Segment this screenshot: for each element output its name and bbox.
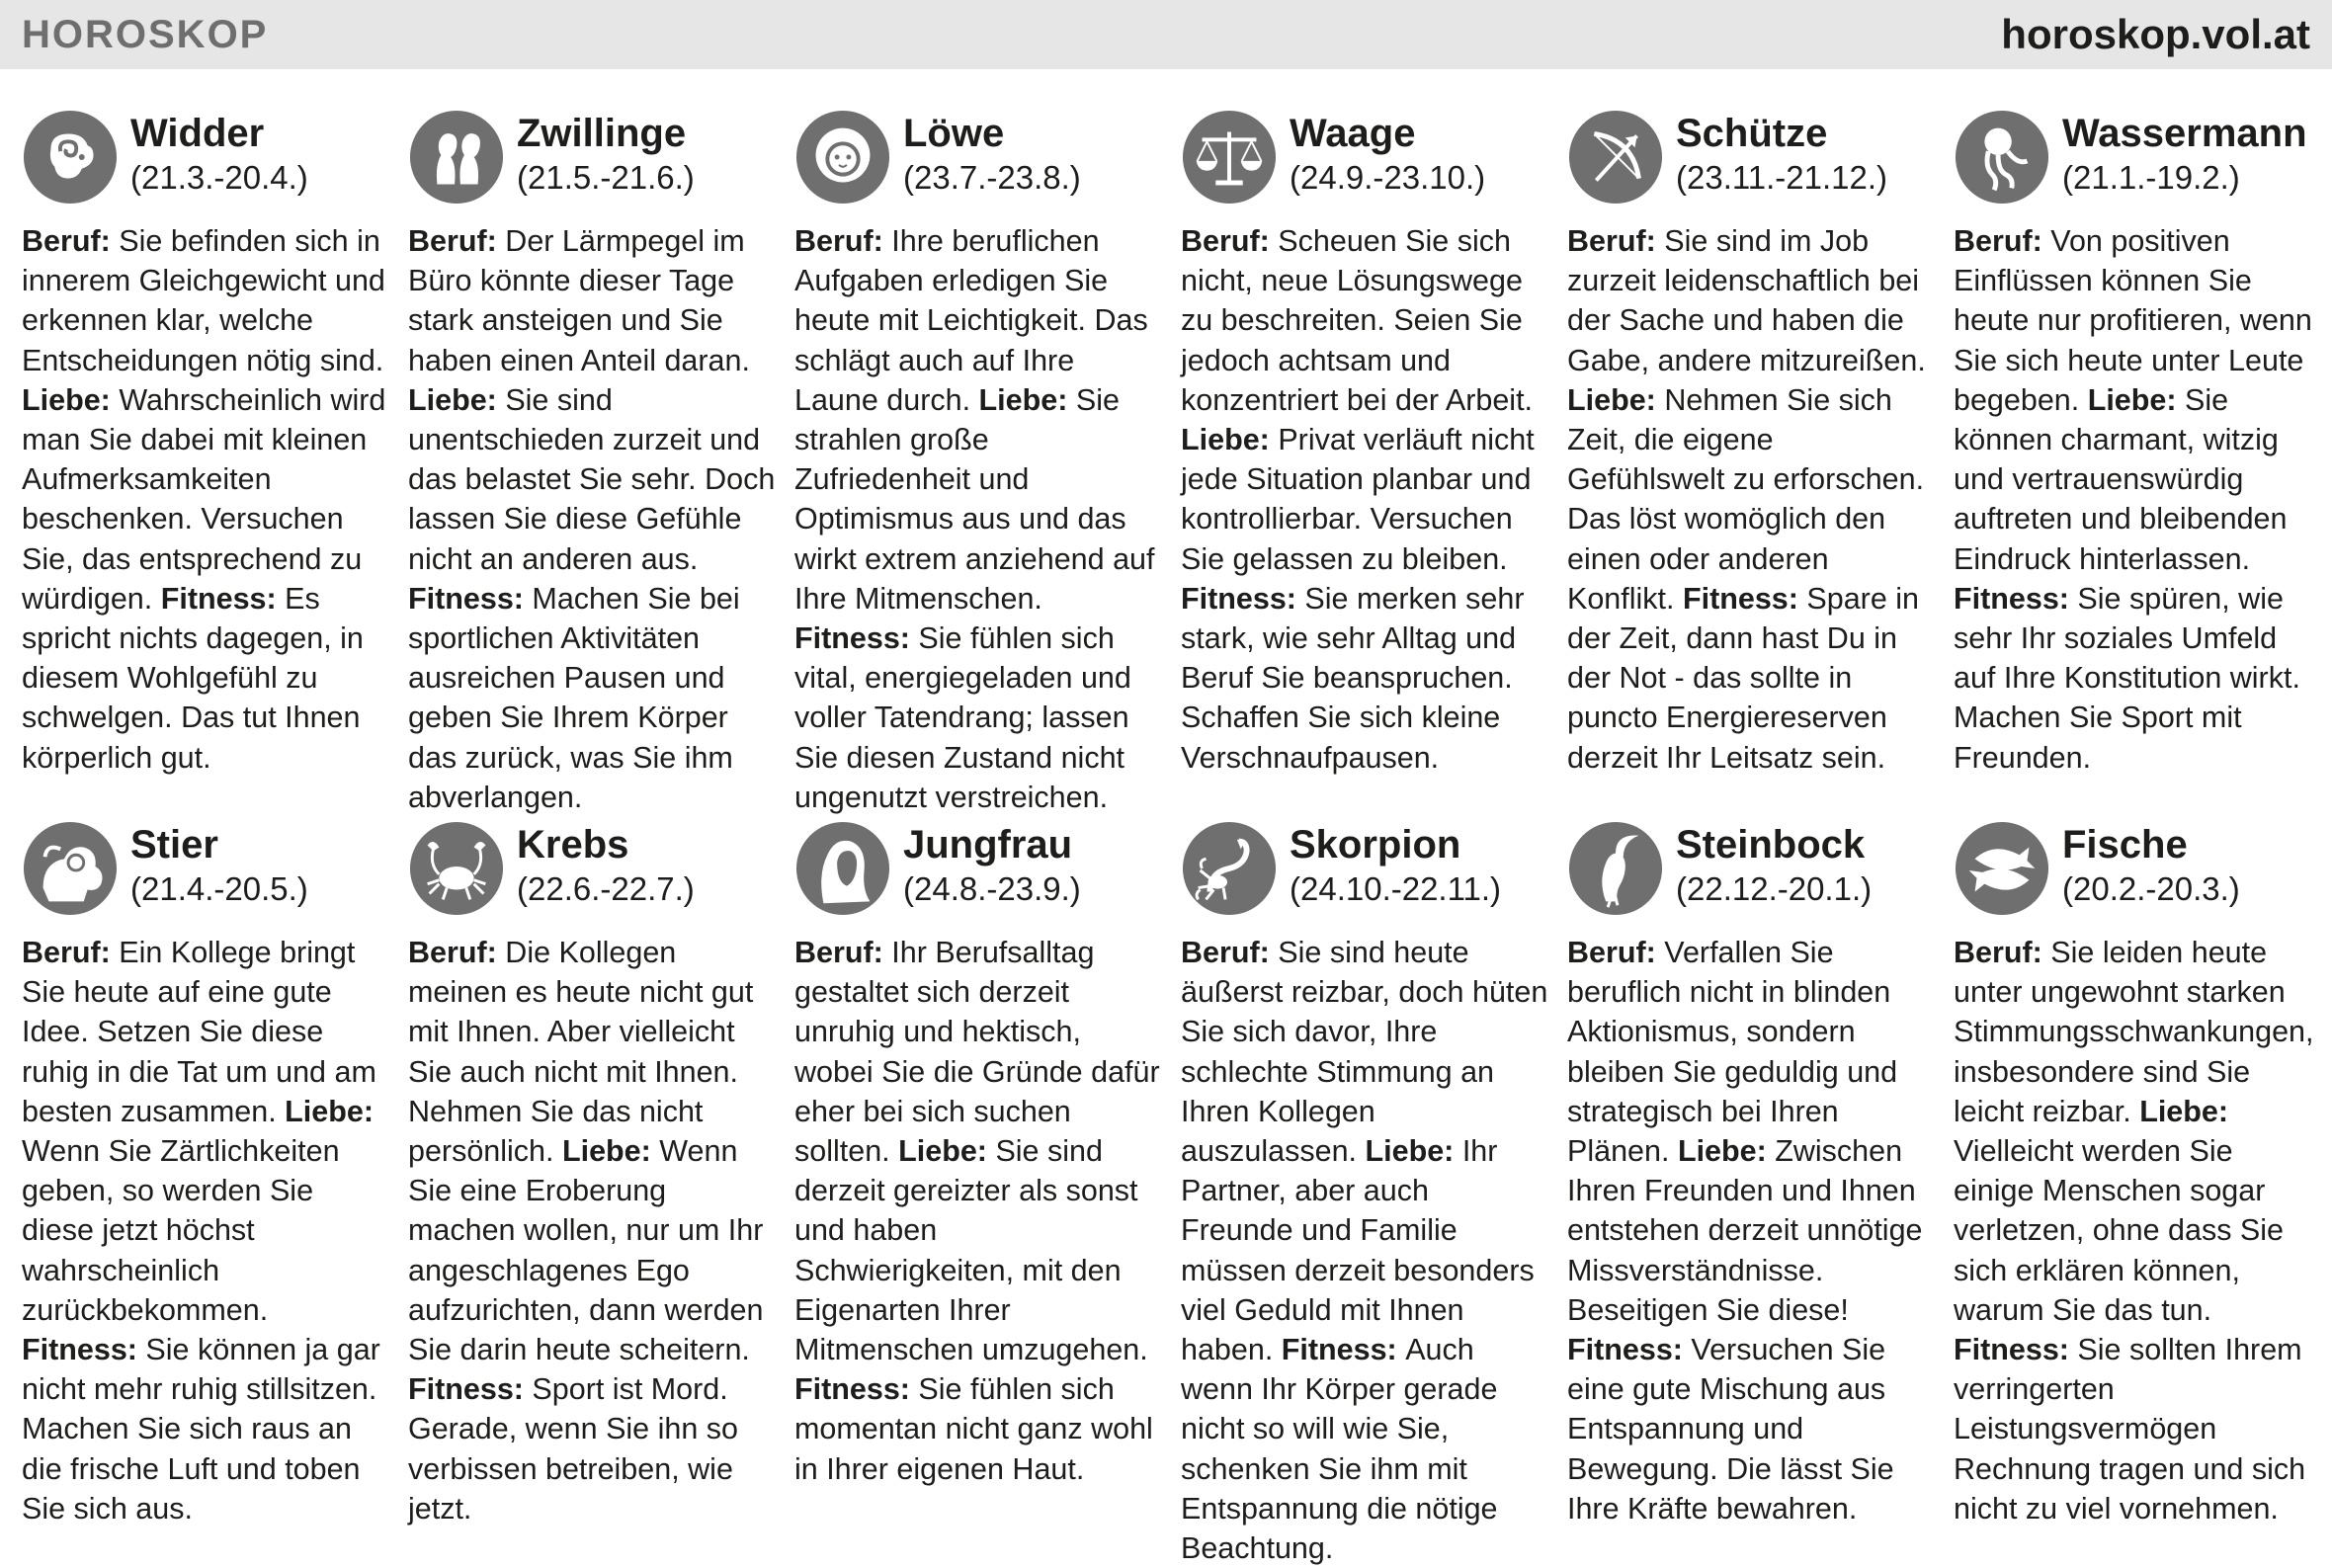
- sign-text: [22, 933, 389, 1528]
- fitness-label: Fitness:: [1954, 581, 2069, 616]
- sign-text: [794, 933, 1162, 1489]
- sign-dates: (21.5.-21.6.): [517, 159, 695, 196]
- beruf-text: Verfallen Sie beruflich nicht in blinden Aktionismus, sondern bleiben Sie geduldig und strategisch bei Ihren Plänen.: [1567, 936, 1898, 1169]
- liebe-label: Liebe:: [1677, 1134, 1767, 1169]
- beruf-text: Sie sind im Job zurzeit leidenschaftlich bei der Sache und haben die Gabe, andere mitzureißen.: [1567, 224, 1926, 377]
- liebe-text: Privat verläuft nicht jede Situation planbar und kontrollierbar. Versuchen Sie gelassen zu bleiben.: [1181, 423, 1535, 576]
- sign-dates: (24.9.-23.10.): [1290, 159, 1486, 196]
- beruf-label: Beruf:: [22, 224, 111, 258]
- beruf-label: Beruf:: [1567, 936, 1656, 969]
- fitness-label: Fitness:: [160, 581, 277, 616]
- sign-name: Waage: [1290, 112, 1416, 155]
- sign-card-zwillinge: [408, 103, 794, 814]
- beruf-label: Beruf:: [1181, 936, 1270, 969]
- sign-dates: (20.2.-20.3.): [2062, 870, 2240, 907]
- beruf-text: Sie sind heute äußerst reizbar, doch hüten Sie sich davor, Ihre schlechte Stimmung an Ihren Kollegen auszulassen.: [1181, 936, 1548, 1169]
- beruf-text: Sie befinden sich in innerem Gleichgewicht und erkennen klar, welche Entscheidungen nötig sind.: [22, 224, 385, 377]
- sign-card-jungfrau: [794, 814, 1181, 1496]
- fitness-text: Sie sollten Ihrem verringerten Leistungsvermögen Rechnung tragen und sich nicht zu viel vornehmen.: [1954, 1333, 2306, 1526]
- liebe-label: Liebe:: [285, 1094, 374, 1128]
- sign-dates: (21.4.-20.5.): [130, 870, 308, 907]
- libra-scales-icon: [1181, 109, 1278, 206]
- fitness-label: Fitness:: [1567, 1333, 1683, 1367]
- sign-dates: (21.3.-20.4.): [130, 159, 308, 196]
- sign-text: [408, 933, 776, 1528]
- fitness-label: Fitness:: [794, 621, 910, 656]
- liebe-label: Liebe:: [1365, 1134, 1455, 1169]
- fitness-label: Fitness:: [794, 1372, 910, 1407]
- sign-name: Stier: [130, 823, 218, 867]
- sign-dates: (22.6.-22.7.): [517, 870, 695, 907]
- liebe-text: Sie strahlen große Zufriedenheit und Optimismus aus und das wirkt extrem anziehend auf Ihre Mitmenschen.: [794, 382, 1155, 616]
- beruf-text: Die Kollegen meinen es heute nicht gut mit Ihnen. Aber vielleicht Sie auch nicht mit Ihnen. Nehmen Sie das nicht persönlich.: [408, 936, 754, 1169]
- fitness-text: Sie fühlen sich momentan nicht ganz wohl in Ihrer eigenen Haut.: [794, 1372, 1153, 1486]
- pisces-fish-icon: [1954, 820, 2050, 917]
- sign-text: [408, 221, 776, 817]
- liebe-text: Sie sind derzeit gereizter als sonst und haben Schwierigkeiten, mit den Eigenarten Ihrer Mitmenschen umzugehen.: [794, 1134, 1148, 1367]
- liebe-label: Liebe:: [22, 382, 111, 417]
- sign-dates: (22.12.-20.1.): [1676, 870, 1873, 907]
- sign-name: Schütze: [1676, 112, 1828, 155]
- cancer-crab-icon: [408, 820, 505, 917]
- sign-dates: (24.10.-22.11.): [1290, 870, 1502, 907]
- liebe-label: Liebe:: [978, 382, 1068, 417]
- liebe-label: Liebe:: [1181, 423, 1270, 457]
- scorpio-scorpion-icon: [1181, 820, 1278, 917]
- liebe-text: Sie können charmant, witzig und vertrauenswürdig auftreten und bleibenden Eindruck hinterlassen.: [1954, 382, 2288, 576]
- sign-card-stier: [22, 814, 408, 1526]
- fitness-text: Es spricht nichts dagegen, in diesem Wohlgefühl zu schwelgen. Das tut Ihnen körperlich gut.: [22, 581, 364, 775]
- fitness-label: Fitness:: [1181, 581, 1296, 616]
- beruf-text: Sie leiden heute unter ungewohnt starken Stimmungsschwankungen, insbesondere sind Sie leicht reizbar.: [1954, 936, 2314, 1128]
- beruf-text: Der Lärmpegel im Büro könnte dieser Tage stark ansteigen und Sie haben einen Anteil daran.: [408, 224, 750, 377]
- beruf-text: Ihre beruflichen Aufgaben erledigen Sie heute mit Leichtigkeit. Das schlägt auch auf Ihre Laune durch.: [794, 224, 1148, 417]
- leo-lion-icon: [794, 109, 891, 206]
- beruf-label: Beruf:: [794, 936, 883, 969]
- capricorn-goat-icon: [1567, 820, 1664, 917]
- beruf-label: Beruf:: [1954, 936, 2042, 969]
- sign-dates: (23.11.-21.12.): [1676, 159, 1888, 196]
- beruf-label: Beruf:: [408, 936, 497, 969]
- liebe-label: Liebe:: [898, 1134, 987, 1169]
- fitness-text: Auch wenn Ihr Körper gerade nicht so will wie Sie, schenken Sie ihm mit Entspannung die nötige Beachtung.: [1181, 1333, 1498, 1566]
- sign-text: [22, 221, 389, 778]
- beruf-label: Beruf:: [408, 224, 497, 258]
- liebe-text: Sie sind unentschieden zurzeit und das belastet Sie sehr. Doch lassen Sie diese Gefühle nicht an anderen aus.: [408, 382, 776, 576]
- sign-card-fische: [1954, 814, 2332, 1526]
- sagittarius-bow-icon: [1567, 109, 1664, 206]
- sign-name: Krebs: [517, 823, 629, 867]
- taurus-bull-icon: [22, 820, 119, 917]
- liebe-label: Liebe:: [561, 1134, 651, 1169]
- site-url: horoskop.vol.at: [2001, 11, 2310, 57]
- sign-card-loewe: [794, 103, 1181, 814]
- liebe-text: Ihr Partner, aber auch Freunde und Familie müssen derzeit besonders viel Geduld mit Ihnen haben.: [1181, 1134, 1535, 1367]
- beruf-label: Beruf:: [1181, 224, 1270, 258]
- fitness-text: Sie merken sehr stark, wie sehr Alltag und Beruf Sie beanspruchen. Schaffen Sie sich kleine Verschnaufpausen.: [1181, 581, 1525, 775]
- header-bar: [0, 0, 2332, 69]
- fitness-label: Fitness:: [408, 1372, 524, 1407]
- liebe-text: Zwischen Ihren Freunden und Ihnen entstehen derzeit unnötige Missverständnisse. Beseitigen Sie diese!: [1567, 1134, 1923, 1327]
- fitness-text: Sport ist Mord. Gerade, wenn Sie ihn so verbissen betreiben, wie jetzt.: [408, 1372, 739, 1526]
- sign-name: Jungfrau: [903, 823, 1073, 867]
- sign-text: [1181, 933, 1548, 1568]
- beruf-text: Scheuen Sie sich nicht, neue Lösungswege zu beschreiten. Seien Sie jedoch achtsam und konzentriert bei der Arbeit.: [1181, 224, 1534, 417]
- fitness-label: Fitness:: [22, 1333, 137, 1367]
- sign-card-waage: [1181, 103, 1567, 806]
- sign-text: [1181, 221, 1548, 778]
- sign-text: [794, 221, 1162, 817]
- sign-card-steinbock: [1567, 814, 1954, 1526]
- sign-text: [1954, 933, 2321, 1528]
- aries-ram-icon: [22, 109, 119, 206]
- sign-name: Zwillinge: [517, 112, 687, 155]
- sign-name: Fische: [2062, 823, 2188, 867]
- beruf-label: Beruf:: [1567, 224, 1656, 258]
- section-title: HOROSKOP: [22, 13, 269, 56]
- sign-card-schuetze: [1567, 103, 1954, 806]
- beruf-text: Von positiven Einflüssen können Sie heute nur profitieren, wenn Sie sich heute unter Leute begeben.: [1954, 224, 2312, 417]
- fitness-text: Sie können ja gar nicht mehr ruhig stillsitzen. Machen Sie sich raus an die frische Luft und toben Sie sich aus.: [22, 1333, 380, 1526]
- sign-name: Skorpion: [1290, 823, 1461, 867]
- sign-text: [1567, 933, 1935, 1528]
- fitness-label: Fitness:: [1682, 581, 1798, 616]
- gemini-twins-icon: [408, 109, 505, 206]
- liebe-text: Wenn Sie Zärtlichkeiten geben, so werden Sie diese jetzt höchst wahrscheinlich zurückbekommen.: [22, 1134, 340, 1327]
- sign-dates: (23.7.-23.8.): [903, 159, 1081, 196]
- sign-name: Widder: [130, 112, 265, 155]
- sign-text: [1954, 221, 2321, 778]
- fitness-label: Fitness:: [408, 581, 524, 616]
- sign-name: Wassermann: [2062, 112, 2307, 155]
- sign-name: Löwe: [903, 112, 1005, 155]
- liebe-text: Wenn Sie eine Eroberung machen wollen, nur um Ihr angeschlagenes Ego aufzurichten, dann werden Sie darin heute scheitern.: [408, 1134, 764, 1367]
- fitness-text: Sie spüren, wie sehr Ihr soziales Umfeld auf Ihre Konstitution wirkt. Machen Sie Sport mit Freunden.: [1954, 581, 2300, 775]
- fitness-text: Versuchen Sie eine gute Mischung aus Entspannung und Bewegung. Die lässt Sie Ihre Kräfte bewahren.: [1567, 1333, 1894, 1526]
- sign-dates: (21.1.-19.2.): [2062, 159, 2240, 196]
- aquarius-water-icon: [1954, 109, 2050, 206]
- virgo-maiden-icon: [794, 820, 891, 917]
- sign-card-widder: [22, 103, 408, 806]
- liebe-label: Liebe:: [1567, 382, 1656, 417]
- sign-card-skorpion: [1181, 814, 1567, 1566]
- sign-text: [1567, 221, 1935, 778]
- beruf-label: Beruf:: [794, 224, 883, 258]
- beruf-label: Beruf:: [22, 936, 111, 969]
- liebe-label: Liebe:: [2087, 382, 2177, 417]
- sign-dates: (24.8.-23.9.): [903, 870, 1081, 907]
- liebe-label: Liebe:: [408, 382, 497, 417]
- horoscope-grid: [22, 103, 2314, 1566]
- fitness-label: Fitness:: [1954, 1333, 2069, 1367]
- liebe-text: Vielleicht werden Sie einige Menschen sogar verletzen, ohne dass Sie sich erklären können, warum Sie das tun.: [1954, 1134, 2285, 1327]
- sign-card-wassermann: [1954, 103, 2332, 806]
- fitness-label: Fitness:: [1281, 1333, 1397, 1367]
- beruf-label: Beruf:: [1954, 224, 2042, 258]
- fitness-text: Spare in der Zeit, dann hast Du in der Not - das sollte in puncto Energiereserven derzeit Ihr Leitsatz sein.: [1567, 581, 1920, 775]
- beruf-text: Ihr Berufsalltag gestaltet sich derzeit unruhig und hektisch, wobei Sie die Gründe dafür eher bei sich suchen sollten.: [794, 936, 1160, 1169]
- sign-name: Steinbock: [1676, 823, 1866, 867]
- liebe-text: Nehmen Sie sich Zeit, die eigene Gefühlswelt zu erforschen. Das löst womöglich den einen oder anderen Konflikt.: [1567, 382, 1925, 616]
- fitness-text: Machen Sie bei sportlichen Aktivitäten ausreichen Pausen und geben Sie Ihrem Körper das zurück, was Sie ihm abverlangen.: [408, 581, 740, 814]
- sign-card-krebs: [408, 814, 794, 1526]
- liebe-text: Wahrscheinlich wird man Sie dabei mit kleinen Aufmerksamkeiten beschenken. Versuchen Sie, das entsprechend zu würdigen.: [22, 382, 386, 616]
- liebe-label: Liebe:: [2139, 1094, 2229, 1128]
- beruf-text: Ein Kollege bringt Sie heute auf eine gute Idee. Setzen Sie diese ruhig in die Tat um und am besten zusammen.: [22, 936, 376, 1128]
- fitness-text: Sie fühlen sich vital, energiegeladen und voller Tatendrang; lassen Sie diesen Zustand nicht ungenutzt verstreichen.: [794, 621, 1131, 814]
